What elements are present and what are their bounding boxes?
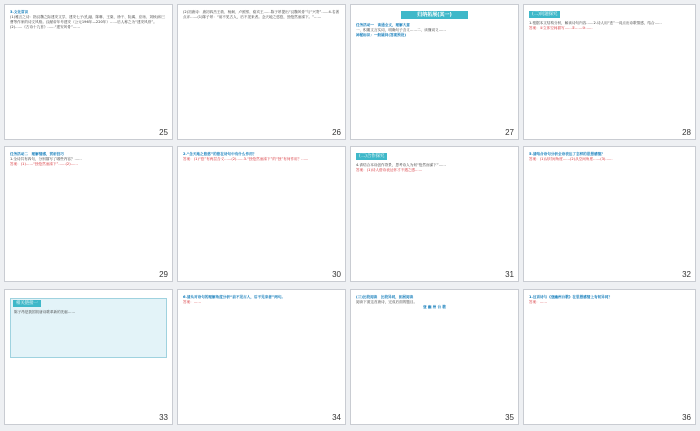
slide-answer: 答案：①立体空间描写……②……③…… bbox=[529, 26, 593, 31]
slide-answer: 答案：(1)诗人借诗表达怀才不遇之感…… bbox=[356, 168, 423, 173]
slide-thumbnail[interactable] bbox=[350, 4, 519, 140]
slide-number: 34 bbox=[332, 413, 341, 422]
slide-thumbnail[interactable] bbox=[523, 4, 696, 140]
slide-thumbnail[interactable] bbox=[4, 146, 173, 282]
slide-number: 30 bbox=[332, 270, 341, 279]
section-tag: 相关链接一 bbox=[13, 300, 41, 307]
slide-title: 6.请从对诗句的理解角度分析“前不见古人，后不见来者”两句。 bbox=[183, 295, 286, 299]
slide-body: 陈子昂是我国初唐诗歌革新的先驱…… bbox=[14, 310, 76, 314]
slide-number: 32 bbox=[682, 270, 691, 279]
slide-body: 1.全诗共有四句，分别描写了哪些内容？…… bbox=[10, 157, 82, 162]
slide-number: 26 bbox=[332, 128, 341, 137]
slide-body: 1.根据本文结构分析，解读诗句内容……2.诗人用“悲”一词点出诗歌情感，结合…… bbox=[529, 21, 662, 25]
slide-number: 25 bbox=[159, 128, 168, 137]
slide-number: 28 bbox=[682, 128, 691, 137]
slide-number: 35 bbox=[505, 413, 514, 422]
slide-body: 4.请结合本诗创作背景，思考诗人为何“怆然而涕下”…… bbox=[356, 163, 446, 167]
slide-thumbnail[interactable] bbox=[4, 4, 173, 140]
slide-answer: 答案：…… bbox=[183, 300, 201, 305]
slide-thumbnail[interactable] bbox=[177, 4, 346, 140]
slide-thumbnail[interactable] bbox=[4, 289, 173, 425]
slide-body: (1)雅言之诗：指汉魏之际建安文学，建安七子(孔融、陈琳、王粲、徐干、阮瑀、应玚、刘桢)和三曹等作家的诗文风格。汉献帝年号建安（公元196年—220年）……后人称之为“建安风骨”。(2)……《古诗十九首》……“建安风骨”…… bbox=[10, 15, 166, 30]
slide-number: 36 bbox=[682, 413, 691, 422]
section-badge: 归纳拓展(其一) bbox=[401, 11, 468, 19]
slide-answer: 答案：…… bbox=[529, 300, 547, 305]
slide-note: 神秘标识：一般疑问(答案预设) bbox=[356, 33, 407, 38]
slide-title: 3.文化常识 bbox=[10, 10, 29, 14]
slide-body: 阅读下面这首唐诗，完成后面的题目。 bbox=[356, 300, 418, 305]
slide-answer: 答案：(1)“悠”有两层含义……(2)……3.“独怆然而涕下”的“独”有何作用？…… bbox=[183, 157, 309, 162]
poem-title: 登 幽 州 台 歌 bbox=[423, 305, 446, 310]
slide-thumbnail[interactable] bbox=[177, 289, 346, 425]
link-box bbox=[10, 298, 167, 358]
slide-number: 33 bbox=[159, 413, 168, 422]
slide-thumbnail[interactable] bbox=[177, 146, 346, 282]
slide-number: 27 bbox=[505, 128, 514, 137]
slide-thumbnail[interactable] bbox=[350, 146, 519, 282]
slide-title: 任务活动一 读通全文，理解大意 bbox=[356, 23, 410, 27]
slide-number: 29 bbox=[159, 270, 168, 279]
slide-title: 2.“念天地之悠悠”的悠在诗句中有什么作用？ bbox=[183, 152, 257, 156]
slide-body: (2)初唐诗：唐初四杰王勃、杨炯、卢照邻、骆宾王……陈子昂提出“汉魏风骨”与“兴寄”……4.名著点评……(1)陈子昂：“前不见古人，后不见来者。念天地之悠悠，独怆然而涕下。”…… bbox=[183, 10, 340, 20]
slide-answer: 答案：(1)……“独怆然而涕下”……(2)…… bbox=[10, 162, 78, 167]
slide-title: 5.请结合诗句分析全诗表达了怎样的思想感情？ bbox=[529, 152, 605, 156]
slide-title: (三)比较阅读 比较异同，拓展阅读 bbox=[356, 295, 414, 299]
section-tag: (二)合作探究 bbox=[356, 153, 387, 160]
slide-number: 31 bbox=[505, 270, 514, 279]
slide-thumbnail[interactable] bbox=[350, 289, 519, 425]
slide-title: 任务活动二 理解情感，赏析技巧 bbox=[10, 152, 64, 156]
slide-thumbnail[interactable] bbox=[523, 289, 696, 425]
slide-answer: 答案：(1)从时间角度……(2)从空间角度……(3)…… bbox=[529, 157, 613, 162]
slide-thumbnail[interactable] bbox=[523, 146, 696, 282]
section-tag: (二)问题探究 bbox=[529, 11, 560, 18]
slide-body: 一、积累文言实词，明确句子含义……二、读懂词义…… bbox=[356, 28, 446, 33]
slide-title: 1.这首诗与《登幽州台歌》在思想感情上有何异同？ bbox=[529, 295, 612, 299]
